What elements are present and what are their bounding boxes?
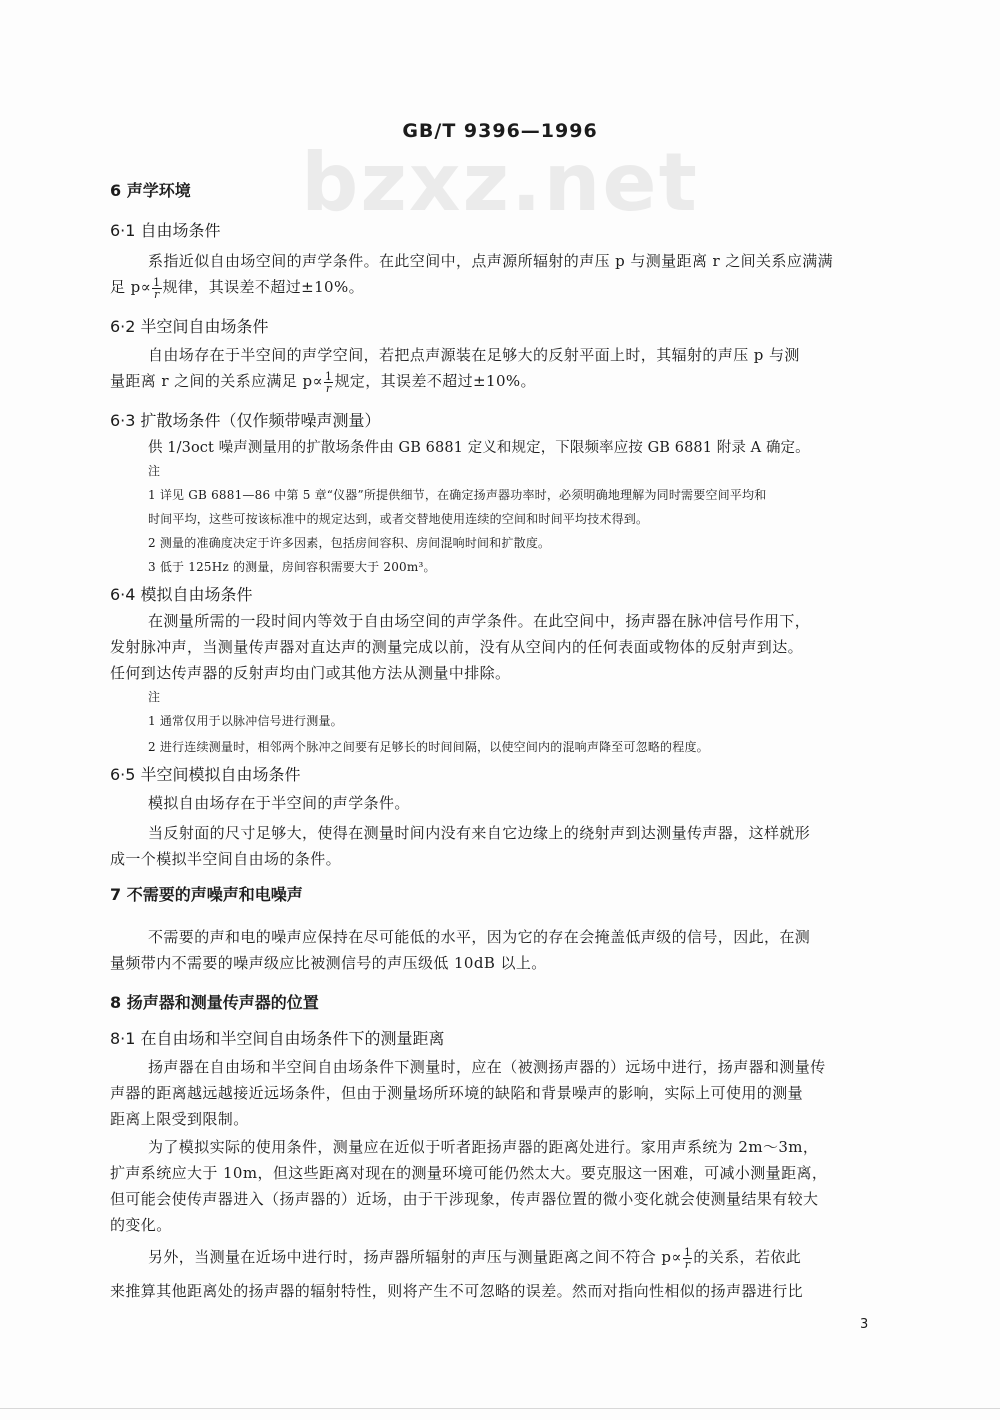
section-6-4-text: 在测量所需的一段时间内等效于自由场空间的声学条件。在此空间中，扬声器在脉冲信号作用下， (148, 612, 811, 630)
section-8-1-para-3-pre: 另外，当测量在近场中进行时，扬声器所辐射的声压与测量距离之间不符合 p∝ (148, 1248, 682, 1266)
fraction-1-over-r (324, 371, 333, 394)
section-8-1-text: 扬声器在自由场和半空间自由场条件下测量时，应在（被测扬声器的）远场中进行，扬声器和测量传 (148, 1058, 826, 1076)
section-6-3-title: 6·3 扩散场条件（仅作频带噪声测量） (110, 411, 381, 430)
page-number: 3 (860, 1317, 869, 1332)
section-6-4-text-2: 发射脉冲声，当测量传声器对直达声的测量完成以前，没有从空间内的任何表面或物体的反射声到达。 (110, 638, 804, 656)
section-8-1-para-3-post: 的关系，若依此 (693, 1248, 802, 1266)
fraction-numerator: 1 (153, 275, 161, 289)
section-6-3-text: 供 1/3oct 噪声测量用的扩散场条件由 GB 6881 定义和规定，下限频率应按 GB 6881 附录 A 确定。 (148, 440, 810, 456)
section-6-5-text-2: 当反射面的尺寸足够大，使得在测量时间内没有来自它边缘上的绕射声到达测量传声器，这样就形 (148, 824, 811, 842)
section-8-1-para-2: 为了模拟实际的使用条件，测量应在近似于听者距扬声器的距离处进行。家用声系统为 2m～3m， (148, 1138, 819, 1156)
fraction-denominator: r (325, 381, 332, 395)
fraction-denominator: r (684, 1257, 691, 1271)
section-8-title: 8 扬声器和测量传声器的位置 (110, 993, 319, 1012)
section-8-1-para-2-line-2: 扩声系统应大于 10m，但这些距离对现在的测量环境可能仍然太大。要克服这一困难，可减小测量距离， (110, 1164, 828, 1182)
note-1-cont: 时间平均，这些可按该标准中的规定达到，或者交替地使用连续的空间和时间平均技术得到。 (148, 512, 649, 526)
fraction-denominator: r (153, 287, 160, 301)
fraction-1-over-r (152, 277, 161, 300)
section-6-5-text-3: 成一个模拟半空间自由场的条件。 (110, 850, 342, 868)
fraction-1-over-r (683, 1247, 692, 1270)
section-8-1-text-2: 声器的距离越远越接近远场条件，但由于测量场所环境的缺陷和背景噪声的影响，实际上可使用的测量 (110, 1084, 804, 1102)
section-6-2-text-2 (110, 370, 536, 394)
section-7-title: 7 不需要的声噪声和电噪声 (110, 885, 303, 904)
section-8-1-title: 8·1 在自由场和半空间自由场条件下的测量距离 (110, 1029, 445, 1048)
note-1: 1 通常仅用于以脉冲信号进行测量。 (148, 714, 343, 728)
watermark: bzxz.net (301, 136, 699, 229)
section-8-1-para-2-line-4: 的变化。 (110, 1216, 172, 1234)
section-6-4-text-3: 任何到达传声器的反射声均由门或其他方法从测量中排除。 (110, 664, 511, 682)
section-6-2-text-2-post: 规定，其误差不超过±10%。 (334, 372, 536, 390)
section-8-1-text-3: 距离上限受到限制。 (110, 1110, 249, 1128)
document-header: GB/T 9396—1996 (402, 120, 598, 142)
note-label: 注 (148, 464, 161, 478)
section-6-1-text-2 (110, 276, 364, 300)
section-6-1-text-2-pre: 足 p∝ (110, 278, 152, 296)
section-6-4-title: 6·4 模拟自由场条件 (110, 585, 253, 604)
fraction-numerator: 1 (683, 1245, 692, 1259)
section-6-1-text-2-post: 规律，其误差不超过±10%。 (162, 278, 365, 296)
note-2: 2 进行连续测量时，相邻两个脉冲之间要有足够长的时间间隔，以使空间内的混响声降至可忽略的程度。 (148, 740, 709, 754)
section-8-1-para-3-line-2: 来推算其他距离处的扬声器的辐射特性，则将产生不可忽略的误差。然而对指向性相似的扬声器进行比 (110, 1282, 804, 1300)
note-label: 注 (148, 690, 161, 704)
section-6-2-text: 自由场存在于半空间的声学空间，若把点声源装在足够大的反射平面上时，其辐射的声压 p 与测 (148, 346, 800, 364)
section-6-2-title: 6·2 半空间自由场条件 (110, 317, 269, 336)
note-1: 1 详见 GB 6881—86 中第 5 章“仪器”所提供细节，在确定扬声器功率时，必须明确地理解为同时需要空间平均和 (148, 488, 767, 502)
section-6-1-text: 系指近似自由场空间的声学条件。在此空间中，点声源所辐射的声压 p 与测量距离 r 之间关系应满满 (148, 252, 834, 270)
section-8-1-para-2-line-3: 但可能会使传声器进入（扬声器的）近场，由于干涉现象，传声器位置的微小变化就会使测量结果有较大 (110, 1190, 819, 1208)
section-8-1-para-3 (148, 1246, 801, 1270)
note-3: 3 低于 125Hz 的测量，房间容积需要大于 200m³。 (148, 560, 436, 574)
section-6-2-text-2-pre: 量距离 r 之间的关系应满足 p∝ (110, 372, 324, 390)
section-6-1-title: 6·1 自由场条件 (110, 221, 221, 240)
section-6-title: 6 声学环境 (110, 181, 191, 200)
fraction-numerator: 1 (325, 369, 333, 383)
section-7-text-2: 量频带内不需要的噪声级应比被测信号的声压级低 10dB 以上。 (110, 954, 547, 972)
section-6-5-text: 模拟自由场存在于半空间的声学条件。 (148, 794, 410, 812)
section-6-5-title: 6·5 半空间模拟自由场条件 (110, 765, 301, 784)
page-edge-divider (0, 1408, 1000, 1409)
section-7-text: 不需要的声和电的噪声应保持在尽可能低的水平，因为它的存在会掩盖低声级的信号，因此，在测 (148, 928, 811, 946)
note-2: 2 测量的准确度决定于许多因素，包括房间容积、房间混响时间和扩散度。 (148, 536, 551, 550)
